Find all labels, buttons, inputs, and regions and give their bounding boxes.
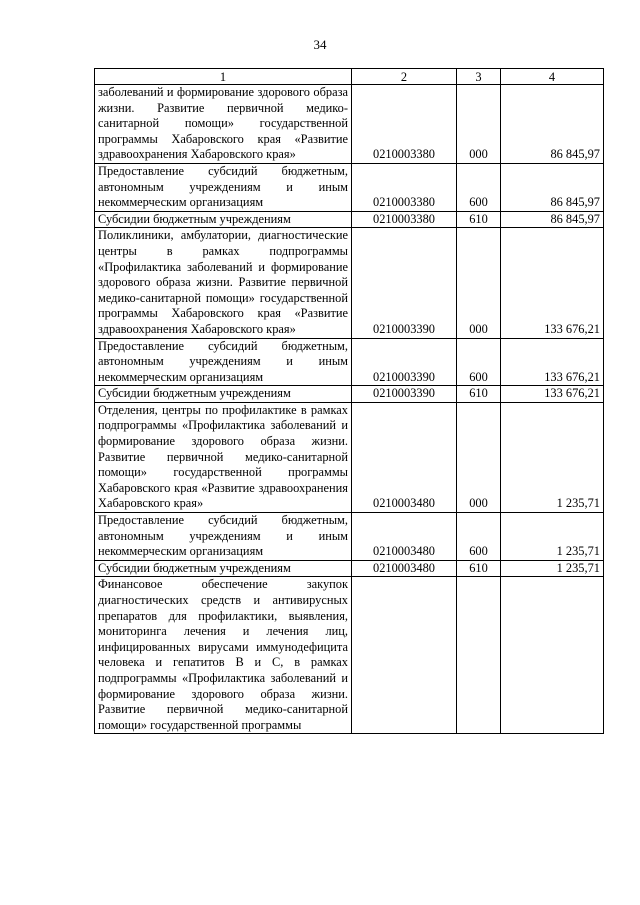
row-code: 0210003480 <box>352 513 457 561</box>
table-row <box>95 228 604 338</box>
row-type: 000 <box>457 85 501 164</box>
row-code: 0210003480 <box>352 560 457 577</box>
row-amount: 133 676,21 <box>501 338 604 386</box>
row-type: 600 <box>457 338 501 386</box>
row-amount: 133 676,21 <box>501 386 604 403</box>
row-type: 600 <box>457 163 501 211</box>
row-code: 0210003480 <box>352 402 457 512</box>
row-type: 600 <box>457 513 501 561</box>
page-number: 34 <box>313 37 327 52</box>
row-description: Отделения, центры по профилактике в рамках подпрограммы «Профилактика заболеваний и формирование здорового образа жизни. Развитие первичной медико-санитарной помощи» государственной программы Хабаровского края «Развитие здравоохранения Хабаровского края» <box>95 402 352 512</box>
row-description: Субсидии бюджетным учреждениям <box>95 560 352 577</box>
header-col-4: 4 <box>501 69 604 85</box>
table-row <box>95 211 604 228</box>
row-code: 0210003390 <box>352 338 457 386</box>
row-description: Финансовое обеспечение закупок диагностических средств и антивирусных препаратов для профилактики, выявления, мониторинга лечения и лечения лиц, инфицированных вирусами иммунодефицита человека и гепатитов В и С, в рамках подпрограммы «Профилактика заболеваний и формирование здорового образа жизни. Развитие первичной медико-санитарной помощи» государственной программы <box>95 577 352 734</box>
table-row <box>95 577 604 734</box>
row-amount: 86 845,97 <box>501 85 604 164</box>
row-amount: 1 235,71 <box>501 513 604 561</box>
row-type: 610 <box>457 560 501 577</box>
row-type: 000 <box>457 402 501 512</box>
row-description: Предоставление субсидий бюджетным, автономным учреждениям и иным некоммерческим организациям <box>95 338 352 386</box>
row-code: 0210003380 <box>352 211 457 228</box>
row-amount: 86 845,97 <box>501 163 604 211</box>
row-description: заболеваний и формирование здорового образа жизни. Развитие первичной медико-санитарной помощи» государственной программы Хабаровского края «Развитие здравоохранения Хабаровского края» <box>95 85 352 164</box>
row-description: Субсидии бюджетным учреждениям <box>95 211 352 228</box>
row-description: Поликлиники, амбулатории, диагностические центры в рамках подпрограммы «Профилактика заболеваний и формирование здорового образа жизни. Развитие первичной медико-санитарной помощи» государственной программы Хабаровского края «Развитие здравоохранения Хабаровского края» <box>95 228 352 338</box>
table-header-row <box>95 69 604 85</box>
table-row <box>95 163 604 211</box>
header-col-2: 2 <box>352 69 457 85</box>
row-amount: 1 235,71 <box>501 402 604 512</box>
row-code: 0210003380 <box>352 163 457 211</box>
row-code: 0210003380 <box>352 85 457 164</box>
header-col-3: 3 <box>457 69 501 85</box>
row-type: 610 <box>457 211 501 228</box>
row-type: 000 <box>457 228 501 338</box>
row-code <box>352 577 457 734</box>
row-description: Субсидии бюджетным учреждениям <box>95 386 352 403</box>
row-description: Предоставление субсидий бюджетным, автономным учреждениям и иным некоммерческим организациям <box>95 513 352 561</box>
row-amount: 133 676,21 <box>501 228 604 338</box>
row-amount <box>501 577 604 734</box>
row-amount: 1 235,71 <box>501 560 604 577</box>
table-row <box>95 85 604 164</box>
table-row <box>95 386 604 403</box>
table-row <box>95 402 604 512</box>
row-code: 0210003390 <box>352 386 457 403</box>
table-row <box>95 513 604 561</box>
row-amount: 86 845,97 <box>501 211 604 228</box>
row-type <box>457 577 501 734</box>
row-description: Предоставление субсидий бюджетным, автономным учреждениям и иным некоммерческим организациям <box>95 163 352 211</box>
row-type: 610 <box>457 386 501 403</box>
budget-table <box>94 68 604 734</box>
table-row <box>95 560 604 577</box>
header-col-1: 1 <box>95 69 352 85</box>
row-code: 0210003390 <box>352 228 457 338</box>
table-row <box>95 338 604 386</box>
